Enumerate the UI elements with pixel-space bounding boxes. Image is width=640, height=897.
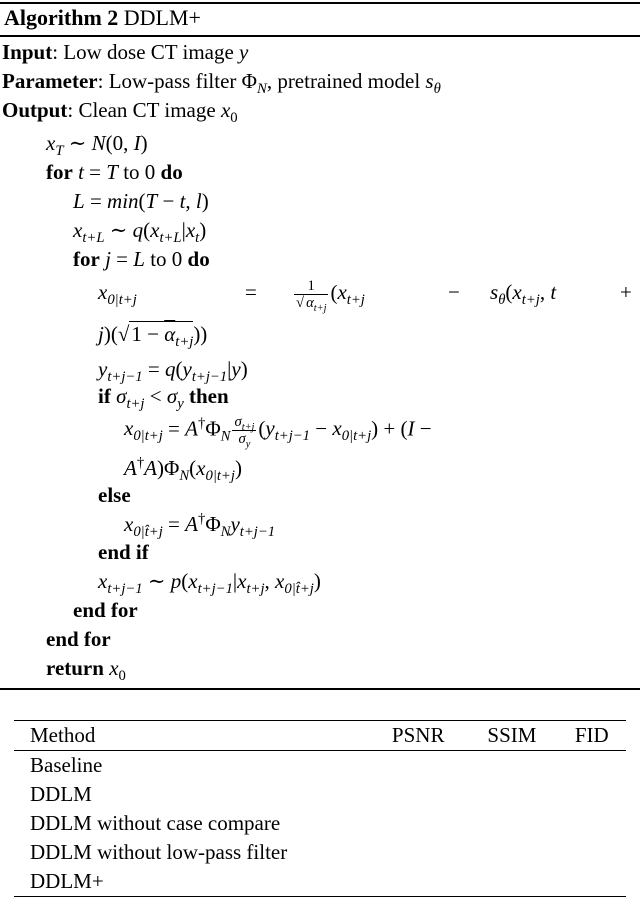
- algorithm-header-rule: [0, 35, 640, 37]
- col-header-psnr: PSNR: [391, 723, 445, 747]
- algorithm-input: Input: Low dose CT image y: [2, 40, 249, 64]
- table-header-row: [14, 721, 626, 751]
- col-header-fid: FID: [574, 723, 609, 747]
- algorithm-bottom-rule: [0, 688, 640, 690]
- table-row: DDLM: [30, 782, 92, 806]
- table-row: DDLM without case compare: [30, 811, 281, 835]
- algorithm-label: Algorithm 2: [4, 5, 119, 30]
- col-header-method: Method: [30, 723, 96, 747]
- algorithm-title: [4, 5, 201, 31]
- algorithm-output: Output: Clean CT image $x_0$: [2, 98, 238, 127]
- col-header-ssim: SSIM: [487, 723, 537, 747]
- algorithm-parameter: Parameter: Low-pass filter $\Phi_N$, pretrained model $s_\theta$: [2, 69, 441, 98]
- results-table: [14, 720, 626, 897]
- algorithm-top-rule: [0, 2, 640, 4]
- algorithm-name: DDLM+: [123, 5, 201, 30]
- table-row: Baseline: [30, 753, 103, 777]
- table-row: DDLM+: [14, 867, 626, 897]
- table-row: DDLM without low-pass filter: [30, 840, 288, 864]
